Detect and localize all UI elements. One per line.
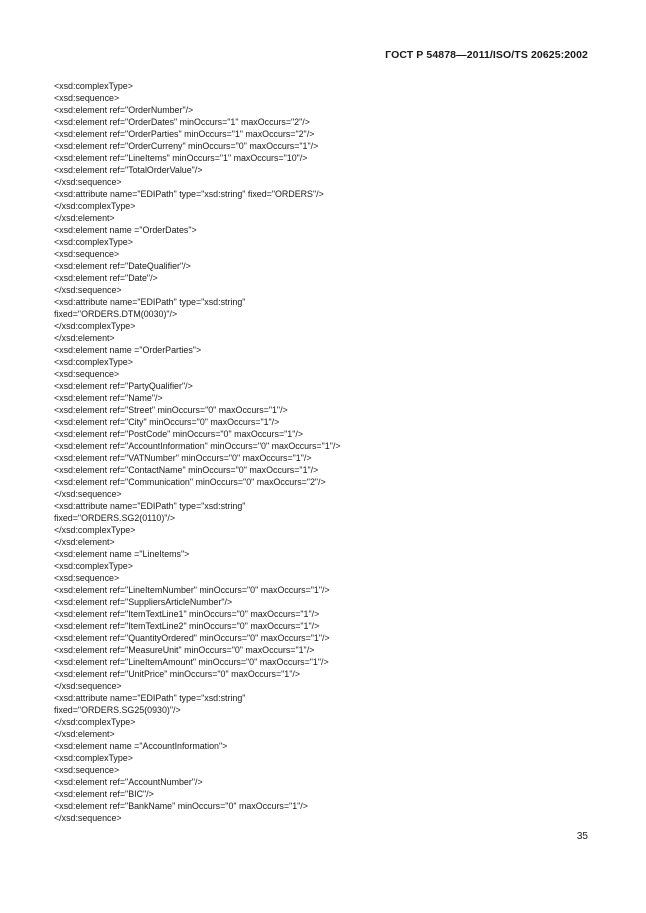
code-line: </xsd:complexType> (54, 525, 136, 535)
code-line: </xsd:complexType> (54, 321, 136, 331)
code-line: <xsd:element name ="AccountInformation"> (54, 741, 228, 751)
code-line: <xsd:element ref="UnitPrice" minOccurs="0" maxOccurs="1"/> (54, 669, 301, 679)
code-line: <xsd:attribute name="EDIPath" type="xsd:string" (54, 693, 246, 703)
code-line: <xsd:element name ="LineItems"> (54, 549, 190, 559)
code-line: <xsd:complexType> (54, 357, 133, 367)
code-line: </xsd:element> (54, 729, 115, 739)
code-line: <xsd:element ref="OrderParties" minOccurs="1" maxOccurs="2"/> (54, 129, 315, 139)
document-header: ГОСТ Р 54878—2011/ISO/TS 20625:2002 (385, 49, 588, 61)
code-line: <xsd:sequence> (54, 249, 120, 259)
code-line: <xsd:element ref="OrderNumber"/> (54, 105, 194, 115)
code-line: <xsd:element ref="SuppliersArticleNumber"/> (54, 597, 233, 607)
code-line: </xsd:complexType> (54, 717, 136, 727)
code-line: <xsd:element ref="LineItemNumber" minOccurs="0" maxOccurs="1"/> (54, 585, 330, 595)
code-line: <xsd:element ref="DateQualifier"/> (54, 261, 191, 271)
code-line: <xsd:attribute name="EDIPath" type="xsd:string" (54, 501, 246, 511)
code-line: </xsd:element> (54, 333, 115, 343)
code-line: </xsd:element> (54, 537, 115, 547)
code-line: <xsd:element ref="BankName" minOccurs="0" maxOccurs="1"/> (54, 801, 308, 811)
code-line: </xsd:element> (54, 213, 115, 223)
code-line: <xsd:element ref="PostCode" minOccurs="0" maxOccurs="1"/> (54, 429, 304, 439)
code-line: <xsd:element name ="OrderParties"> (54, 345, 202, 355)
code-line: <xsd:element ref="BIC"/> (54, 789, 154, 799)
xsd-code-block (54, 80, 614, 824)
code-line: fixed="ORDERS.SG25(0930)"/> (54, 705, 181, 715)
code-line: <xsd:complexType> (54, 753, 133, 763)
code-line: <xsd:element ref="OrderCurreny" minOccurs="0" maxOccurs="1"/> (54, 141, 319, 151)
code-line: <xsd:element ref="PartyQualifier"/> (54, 381, 193, 391)
code-line: <xsd:element ref="MeasureUnit" minOccurs="0" maxOccurs="1"/> (54, 645, 315, 655)
code-line: </xsd:sequence> (54, 813, 122, 823)
code-line: <xsd:element ref="ItemTextLine1" minOccurs="0" maxOccurs="1"/> (54, 609, 320, 619)
code-line: </xsd:sequence> (54, 681, 122, 691)
code-line: fixed="ORDERS.DTM(0030)"/> (54, 309, 178, 319)
code-line: <xsd:sequence> (54, 765, 120, 775)
code-line: <xsd:element ref="VATNumber" minOccurs="0" maxOccurs="1"/> (54, 453, 312, 463)
code-line: <xsd:element ref="Street" minOccurs="0" maxOccurs="1"/> (54, 405, 288, 415)
code-line: <xsd:element ref="AccountInformation" minOccurs="0" maxOccurs="1"/> (54, 441, 341, 451)
code-line: fixed="ORDERS.SG2(0110)"/> (54, 513, 176, 523)
code-line: <xsd:element ref="City" minOccurs="0" maxOccurs="1"/> (54, 417, 280, 427)
code-line: <xsd:sequence> (54, 93, 120, 103)
code-line: <xsd:element ref="LineItemAmount" minOccurs="0" maxOccurs="1"/> (54, 657, 329, 667)
code-line: <xsd:element ref="LineItems" minOccurs="1" maxOccurs="10"/> (54, 153, 308, 163)
code-line: <xsd:element ref="Communication" minOccurs="0" maxOccurs="2"/> (54, 477, 326, 487)
code-line: <xsd:attribute name="EDIPath" type="xsd:string" fixed="ORDERS"/> (54, 189, 324, 199)
code-line: <xsd:element ref="Name"/> (54, 393, 163, 403)
code-line: <xsd:attribute name="EDIPath" type="xsd:string" (54, 297, 246, 307)
code-line: <xsd:element ref="Date"/> (54, 273, 158, 283)
code-line: <xsd:complexType> (54, 81, 133, 91)
code-line: <xsd:element ref="TotalOrderValue"/> (54, 165, 203, 175)
code-line: </xsd:sequence> (54, 489, 122, 499)
code-line: <xsd:element name ="OrderDates"> (54, 225, 197, 235)
code-line: </xsd:sequence> (54, 285, 122, 295)
code-line: <xsd:element ref="QuantityOrdered" minOccurs="0" maxOccurs="1"/> (54, 633, 330, 643)
code-line: <xsd:sequence> (54, 369, 120, 379)
code-line: <xsd:element ref="ItemTextLine2" minOccurs="0" maxOccurs="1"/> (54, 621, 320, 631)
code-line: <xsd:element ref="AccountNumber"/> (54, 777, 203, 787)
code-line: </xsd:sequence> (54, 177, 122, 187)
code-line: <xsd:element ref="OrderDates" minOccurs="1" maxOccurs="2"/> (54, 117, 310, 127)
code-line: <xsd:sequence> (54, 573, 120, 583)
page-number: 35 (576, 831, 588, 842)
code-line: <xsd:element ref="ContactName" minOccurs="0" maxOccurs="1"/> (54, 465, 319, 475)
code-line: <xsd:complexType> (54, 561, 133, 571)
code-line: <xsd:complexType> (54, 237, 133, 247)
code-line: </xsd:complexType> (54, 201, 136, 211)
